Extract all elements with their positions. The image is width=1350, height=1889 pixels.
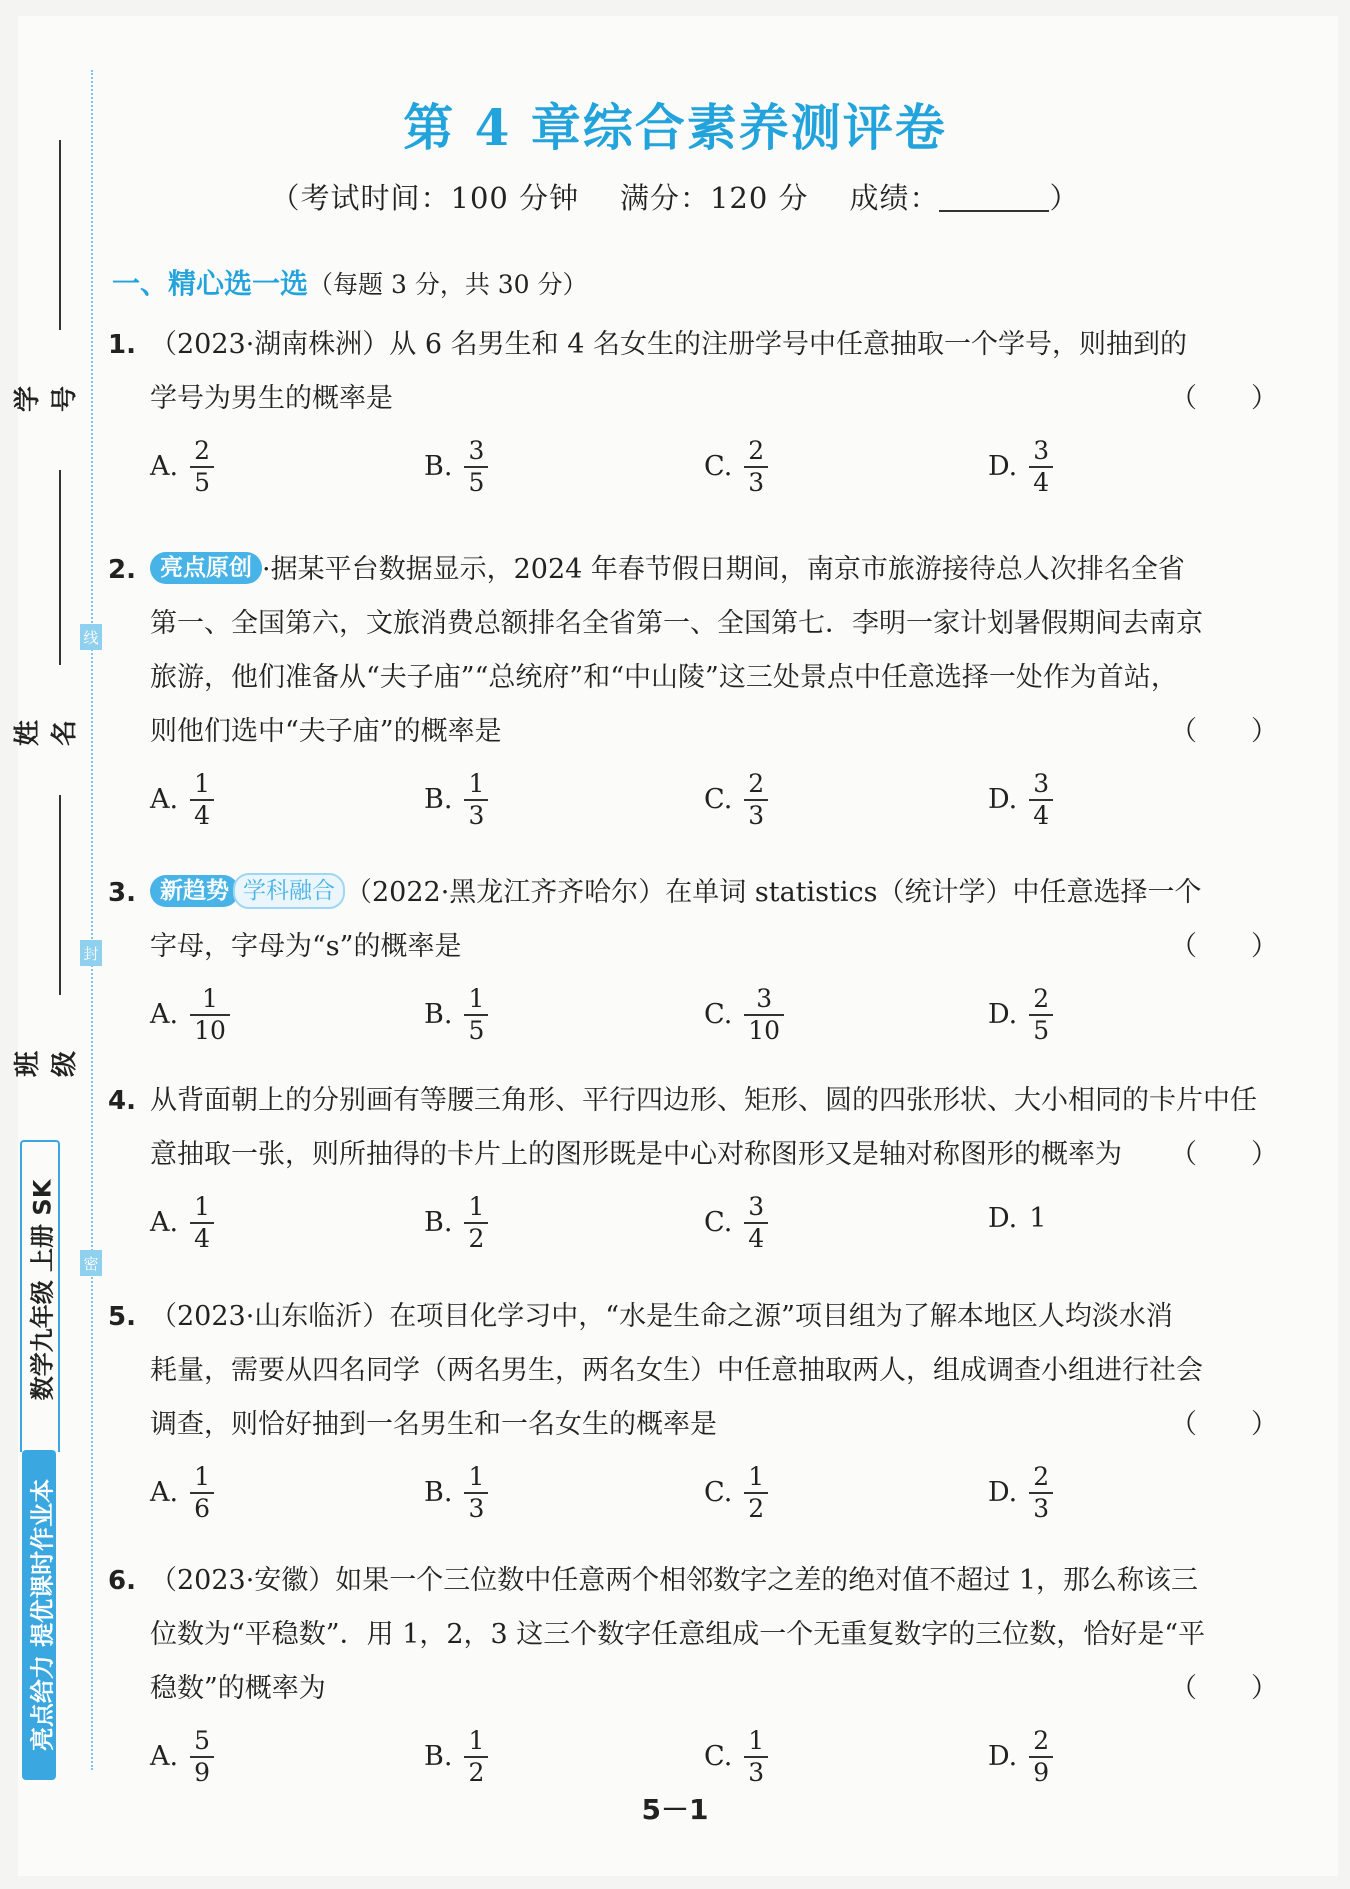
fraction (744, 1462, 768, 1524)
question-text-line (108, 1290, 1278, 1344)
question-text-line (108, 1662, 1278, 1716)
question-text: 位数为“平稳数”．用 1，2，3 这三个数字任意组成一个无重复数字的三位数，恰好是“平 (150, 1619, 1206, 1650)
question-text-line (108, 920, 1278, 974)
answer-options (108, 763, 1278, 843)
page-title: 第 4 章综合素养测评卷 (403, 98, 947, 157)
option-label: C. (704, 1207, 733, 1238)
question-text: （2023·湖南株洲）从 6 名男生和 4 名女生的注册学号中任意抽取一个学号，则抽到的 (150, 329, 1187, 360)
option-d[interactable] (988, 1462, 1053, 1524)
option-value: 1 (1029, 1203, 1047, 1234)
option-a[interactable] (150, 1192, 214, 1254)
question-text-line (108, 1398, 1278, 1452)
fraction-numerator: 1 (468, 984, 485, 1013)
option-label: B. (424, 1477, 453, 1508)
score-blank[interactable] (939, 188, 1049, 212)
fraction-denominator: 5 (464, 466, 488, 498)
question-text-line (108, 1074, 1278, 1128)
fraction-numerator: 1 (468, 1192, 485, 1221)
answer-bracket[interactable]: （ ） (1170, 1673, 1278, 1704)
fraction-denominator: 3 (464, 799, 488, 831)
question-text: （2023·山东临沂）在项目化学习中，“水是生命之源”项目组为了解本地区人均淡水消 (150, 1301, 1173, 1332)
question-1 (108, 318, 1278, 510)
fraction-numerator: 2 (194, 436, 210, 465)
binding-char-mi: 密 (80, 1250, 102, 1276)
fraction-numerator: 1 (468, 1462, 485, 1491)
student-name-line[interactable] (59, 470, 61, 665)
fraction-denominator: 3 (744, 799, 768, 831)
binding-char-xian: 线 (80, 624, 102, 650)
option-a[interactable] (150, 1462, 214, 1524)
fraction (1029, 984, 1053, 1046)
question-number: 4. (108, 1086, 136, 1116)
fraction-denominator: 3 (744, 466, 768, 498)
option-b[interactable] (424, 436, 488, 498)
fraction-numerator: 2 (748, 436, 765, 465)
fraction (464, 1462, 488, 1524)
student-id-line[interactable] (59, 140, 61, 330)
fraction-denominator: 4 (190, 1222, 214, 1254)
question-text: 第一、全国第六，文旅消费总额排名全省第一、全国第七．李明一家计划暑假期间去南京 (150, 608, 1203, 639)
fraction (190, 769, 214, 831)
fraction (190, 1726, 214, 1788)
fraction-numerator: 1 (468, 1726, 485, 1755)
fraction-denominator: 2 (464, 1222, 488, 1254)
option-label: A. (150, 999, 179, 1030)
option-label: B. (424, 451, 453, 482)
fraction-numerator: 1 (194, 1462, 210, 1491)
exam-time: （考试时间：100 分钟 (270, 181, 580, 215)
option-label: C. (704, 1741, 733, 1772)
book-grade-text: 数学九年级 上册 SK (28, 1179, 57, 1401)
question-text-line (108, 597, 1278, 651)
class-field (13, 795, 80, 1078)
fraction-numerator: 3 (748, 1192, 765, 1221)
fraction-denominator: 9 (1029, 1756, 1053, 1788)
book-spine (20, 1140, 60, 1780)
fraction (744, 436, 768, 498)
option-b[interactable] (424, 1726, 488, 1788)
option-a[interactable] (150, 1726, 214, 1788)
fraction-numerator: 1 (468, 769, 485, 798)
option-c[interactable] (704, 769, 768, 831)
option-label: D. (988, 784, 1018, 815)
fraction-denominator: 5 (190, 466, 214, 498)
option-label: C. (704, 784, 733, 815)
option-label: A. (150, 451, 179, 482)
option-c[interactable] (704, 1726, 768, 1788)
fraction-denominator: 5 (1029, 1014, 1053, 1046)
option-label: D. (988, 451, 1018, 482)
fraction-denominator: 3 (744, 1756, 768, 1788)
fraction (190, 984, 230, 1046)
question-number: 2. (108, 555, 136, 585)
fraction (190, 1462, 214, 1524)
fraction-denominator: 4 (1029, 466, 1053, 498)
question-number: 1. (108, 330, 136, 360)
exam-full-score: 满分：120 分 (619, 181, 809, 215)
fraction-denominator: 3 (1029, 1492, 1053, 1524)
answer-bracket[interactable]: （ ） (1170, 931, 1278, 962)
exam-info-close: ） (1049, 181, 1080, 215)
fraction (1029, 1726, 1053, 1788)
question-number: 5. (108, 1302, 136, 1332)
class-line[interactable] (59, 795, 61, 995)
option-label: A. (150, 1207, 179, 1238)
option-b[interactable] (424, 1192, 488, 1254)
fraction (464, 984, 488, 1046)
fraction (464, 1192, 488, 1254)
question-number: 3. (108, 878, 136, 908)
fraction (1029, 769, 1053, 831)
fraction-denominator: 10 (190, 1014, 230, 1046)
section-header (112, 262, 588, 302)
question-text-line (108, 1554, 1278, 1608)
question-subject-badge: 学科融合 (233, 873, 345, 909)
fraction-numerator: 1 (748, 1462, 765, 1491)
option-c[interactable] (704, 436, 768, 498)
question-text: 旅游，他们准备从“夫子庙”“总统府”和“中山陵”这三处景点中任意选择一处作为首站， (150, 662, 1178, 693)
fraction-numerator: 1 (748, 1726, 765, 1755)
fraction-numerator: 2 (1033, 984, 1050, 1013)
option-label: D. (988, 1741, 1018, 1772)
question-text: （2022·黑龙江齐齐哈尔）在单词 statistics（统计学）中任意选择一个 (345, 877, 1202, 908)
question-text-line (108, 1608, 1278, 1662)
exam-result-label: 成绩： (849, 181, 940, 215)
option-b[interactable] (424, 984, 488, 1046)
question-text-line (108, 1344, 1278, 1398)
class-label: 班级 (13, 1051, 80, 1078)
question-text: 调查，则恰好抽到一名男生和一名女生的概率是 (150, 1409, 717, 1440)
question-5 (108, 1290, 1278, 1536)
option-label: B. (424, 784, 453, 815)
option-d[interactable] (988, 436, 1053, 498)
answer-bracket[interactable]: （ ） (1170, 716, 1278, 747)
fraction-numerator: 3 (1033, 436, 1050, 465)
question-2 (108, 543, 1278, 843)
fraction-numerator: 3 (468, 436, 485, 465)
answer-options (108, 430, 1278, 510)
fraction (464, 436, 488, 498)
question-text-line (108, 705, 1278, 759)
fraction-denominator: 4 (190, 799, 214, 831)
fraction-numerator: 3 (756, 984, 773, 1013)
section-title: 一、精心选一选 (112, 267, 309, 300)
fraction-numerator: 3 (1033, 769, 1050, 798)
question-3 (108, 866, 1278, 1058)
answer-options (108, 978, 1278, 1058)
fraction-denominator: 2 (744, 1492, 768, 1524)
option-label: B. (424, 1741, 453, 1772)
fraction-denominator: 2 (464, 1756, 488, 1788)
fraction-denominator: 4 (744, 1222, 768, 1254)
option-b[interactable] (424, 1462, 488, 1524)
answer-bracket[interactable]: （ ） (1170, 1409, 1278, 1440)
option-label: D. (988, 1477, 1018, 1508)
student-id-label: 学号 (13, 386, 80, 413)
option-c[interactable] (704, 1192, 768, 1254)
fraction (464, 769, 488, 831)
question-text: 耗量，需要从四名同学（两名男生，两名女生）中任意抽取两人，组成调查小组进行社会 (150, 1355, 1203, 1386)
fraction (190, 1192, 214, 1254)
student-name-label: 姓名 (13, 720, 80, 747)
question-number: 6. (108, 1566, 136, 1596)
question-tag-badge: 新趋势 (150, 875, 239, 907)
option-d[interactable] (988, 1726, 1053, 1788)
answer-bracket[interactable]: （ ） (1170, 383, 1278, 414)
option-label: A. (150, 784, 179, 815)
fraction (464, 1726, 488, 1788)
option-a[interactable] (150, 769, 214, 831)
section-note: （每题 3 分，共 30 分） (308, 270, 588, 299)
question-text: 意抽取一张，则所抽得的卡片上的图形既是中心对称图形又是轴对称图形的概率为 (150, 1139, 1122, 1170)
fraction-numerator: 5 (194, 1726, 210, 1755)
question-4 (108, 1074, 1278, 1266)
student-name-field (13, 470, 80, 747)
question-text: （2023·安徽）如果一个三位数中任意两个相邻数字之差的绝对值不超过 1，那么称该三 (150, 1565, 1199, 1596)
question-text-line (108, 651, 1278, 705)
fraction-numerator: 1 (202, 984, 218, 1013)
option-label: C. (704, 1477, 733, 1508)
option-d[interactable] (988, 1192, 1046, 1246)
fraction-numerator: 2 (1033, 1726, 1050, 1755)
question-text-line (108, 318, 1278, 372)
fraction-denominator: 5 (464, 1014, 488, 1046)
option-c[interactable] (704, 1462, 768, 1524)
option-a[interactable] (150, 436, 214, 498)
fraction (744, 984, 784, 1046)
question-text-line: 亮点原创 ·据某平台数据显示，2024 年春节假日期间，南京市旅游接待总人次排名全省 (108, 543, 1278, 597)
fraction (744, 1192, 768, 1254)
question-text: 学号为男生的概率是 (150, 383, 393, 414)
question-text: 据某平台数据显示，2024 年春节假日期间，南京市旅游接待总人次排名全省 (270, 554, 1185, 585)
fraction-numerator: 2 (1033, 1462, 1050, 1491)
answer-options (108, 1456, 1278, 1536)
fraction-denominator: 6 (190, 1492, 214, 1524)
fraction-denominator: 3 (464, 1492, 488, 1524)
option-label: A. (150, 1741, 179, 1772)
book-brand-text: 亮点给力 提优课时作业本 (28, 1478, 57, 1752)
fraction-denominator: 10 (744, 1014, 784, 1046)
option-d[interactable] (988, 984, 1053, 1046)
question-text-line (108, 866, 1278, 920)
fraction (744, 1726, 768, 1788)
option-d[interactable] (988, 769, 1053, 831)
fraction-numerator: 1 (194, 769, 210, 798)
fraction (744, 769, 768, 831)
option-label: B. (424, 1207, 453, 1238)
binding-dotted-line (91, 70, 93, 1770)
option-c[interactable] (704, 984, 784, 1046)
question-tag-badge: 亮点原创 (150, 552, 262, 584)
option-label: D. (988, 999, 1018, 1030)
question-text-line (108, 372, 1278, 426)
fraction (1029, 436, 1053, 498)
option-label: C. (704, 451, 733, 482)
question-text: 从背面朝上的分别画有等腰三角形、平行四边形、矩形、圆的四张形状、大小相同的卡片中任 (150, 1085, 1257, 1116)
fraction-numerator: 1 (194, 1192, 210, 1221)
option-label: B. (424, 999, 453, 1030)
page-number: 5－1 (641, 1793, 709, 1826)
exam-info (0, 176, 1350, 217)
question-text: 稳数”的概率为 (150, 1673, 326, 1704)
option-label: A. (150, 1477, 179, 1508)
answer-options (108, 1186, 1278, 1266)
option-label: C. (704, 999, 733, 1030)
fraction-denominator: 4 (1029, 799, 1053, 831)
fraction-denominator: 9 (190, 1756, 214, 1788)
binding-char-feng: 封 (80, 940, 102, 966)
fraction (190, 436, 214, 498)
question-6 (108, 1554, 1278, 1800)
question-text: 字母，字母为“s”的概率是 (150, 931, 462, 962)
option-label: D. (988, 1203, 1018, 1234)
fraction-numerator: 2 (748, 769, 765, 798)
question-text-line (108, 1128, 1278, 1182)
fraction (1029, 1462, 1053, 1524)
question-text: 则他们选中“夫子庙”的概率是 (150, 716, 502, 747)
option-b[interactable] (424, 769, 488, 831)
option-a[interactable] (150, 984, 230, 1046)
answer-bracket[interactable]: （ ） (1170, 1139, 1278, 1170)
